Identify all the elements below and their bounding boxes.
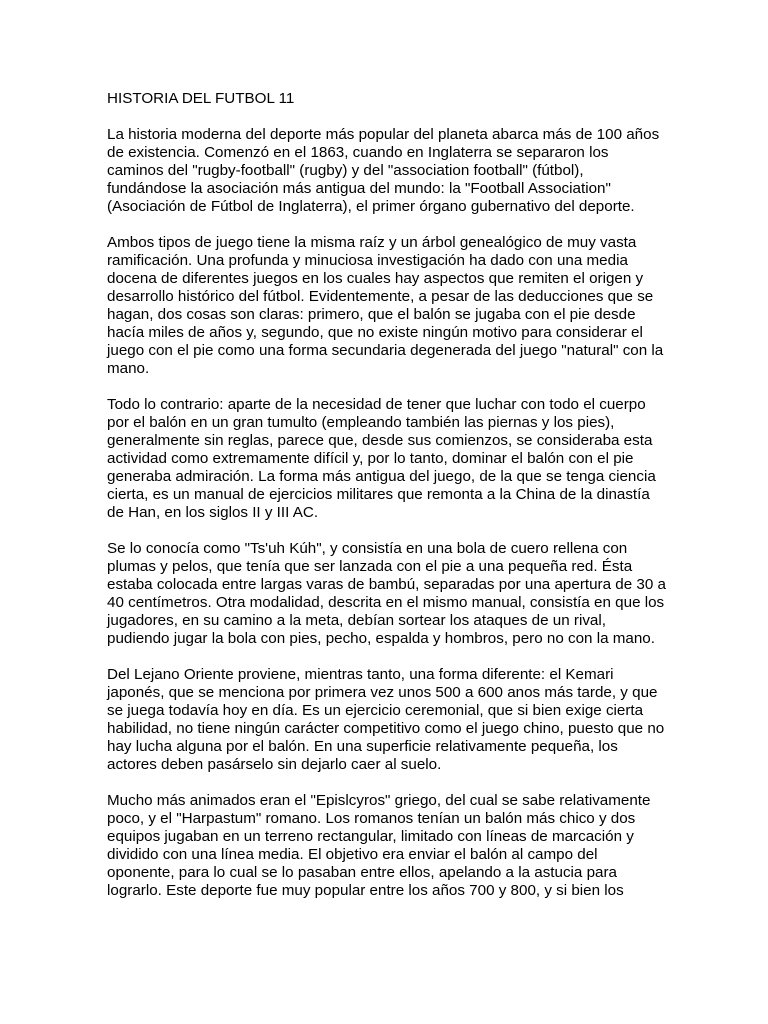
- paragraph-5: Del Lejano Oriente proviene, mientras tanto, una forma diferente: el Kemari japonés, que se menciona por primera vez unos 500 a 600 anos más tarde, y que se juega todavía hoy en día. Es un ejercicio ceremonial, que si bien exige cierta habilidad, no tiene ningún carácter competitivo como el juego chino, puesto que no hay lucha alguna por el balón. En una superficie relativamente pequeña, los actores deben pasárselo sin dejarlo caer al suelo.: [107, 666, 665, 773]
- paragraph-3: Todo lo contrario: aparte de la necesidad de tener que luchar con todo el cuerpo por el balón en un gran tumulto (empleando también las piernas y los pies), generalmente sin reglas, parece que, desde sus comienzos, se consideraba esta actividad como extremamente difícil y, por lo tanto, dominar el balón con el pie generaba admiración. La forma más antigua del juego, de la que se tenga ciencia cierta, es un manual de ejercicios militares que remonta a la China de la dinastía de Han, en los siglos II y III AC.: [107, 396, 656, 521]
- document-title: HISTORIA DEL FUTBOL 11: [107, 90, 295, 107]
- paragraph-1: La historia moderna del deporte más popular del planeta abarca más de 100 años de existencia. Comenzó en el 1863, cuando en Inglaterra se separaron los caminos del "rugby-football" (rugby) y del "association football" (fútbol), fundándose la asociación más antigua del mundo: la "Football Association" (Asociación de Fútbol de Inglaterra), el primer órgano gubernativo del deporte.: [107, 126, 660, 215]
- document-page: [107, 90, 667, 918]
- paragraph-6: Mucho más animados eran el "Epislcyros" griego, del cual se sabe relativamente poco, y el "Harpastum" romano. Los romanos tenían un balón más chico y dos equipos jugaban en un terreno rectangular, limitado con líneas de marcación y dividido con una línea media. El objetivo era enviar el balón al campo del oponente, para lo cual se lo pasaban entre ellos, apelando a la astucia para lograrlo. Este deporte fue muy popular entre los años 700 y 800, y si bien los: [107, 792, 651, 899]
- paragraph-4: Se lo conocía como "Ts'uh Kúh", y consistía en una bola de cuero rellena con plumas y pelos, que tenía que ser lanzada con el pie a una pequeña red. Ésta estaba colocada entre largas varas de bambú, separadas por una apertura de 30 a 40 centímetros. Otra modalidad, descrita en el mismo manual, consistía en que los jugadores, en su camino a la meta, debían sortear los ataques de un rival, pudiendo jugar la bola con pies, pecho, espalda y hombros, pero no con la mano.: [107, 540, 666, 647]
- paragraph-2: Ambos tipos de juego tiene la misma raíz y un árbol genealógico de muy vasta ramificación. Una profunda y minuciosa investigación ha dado con una media docena de diferentes juegos en los cuales hay aspectos que remiten el origen y desarrollo histórico del fútbol. Evidentemente, a pesar de las deducciones que se hagan, dos cosas son claras: primero, que el balón se jugaba con el pie desde hacía miles de años y, segundo, que no existe ningún motivo para considerar el juego con el pie como una forma secundaria degenerada del juego "natural" con la mano.: [107, 234, 664, 377]
